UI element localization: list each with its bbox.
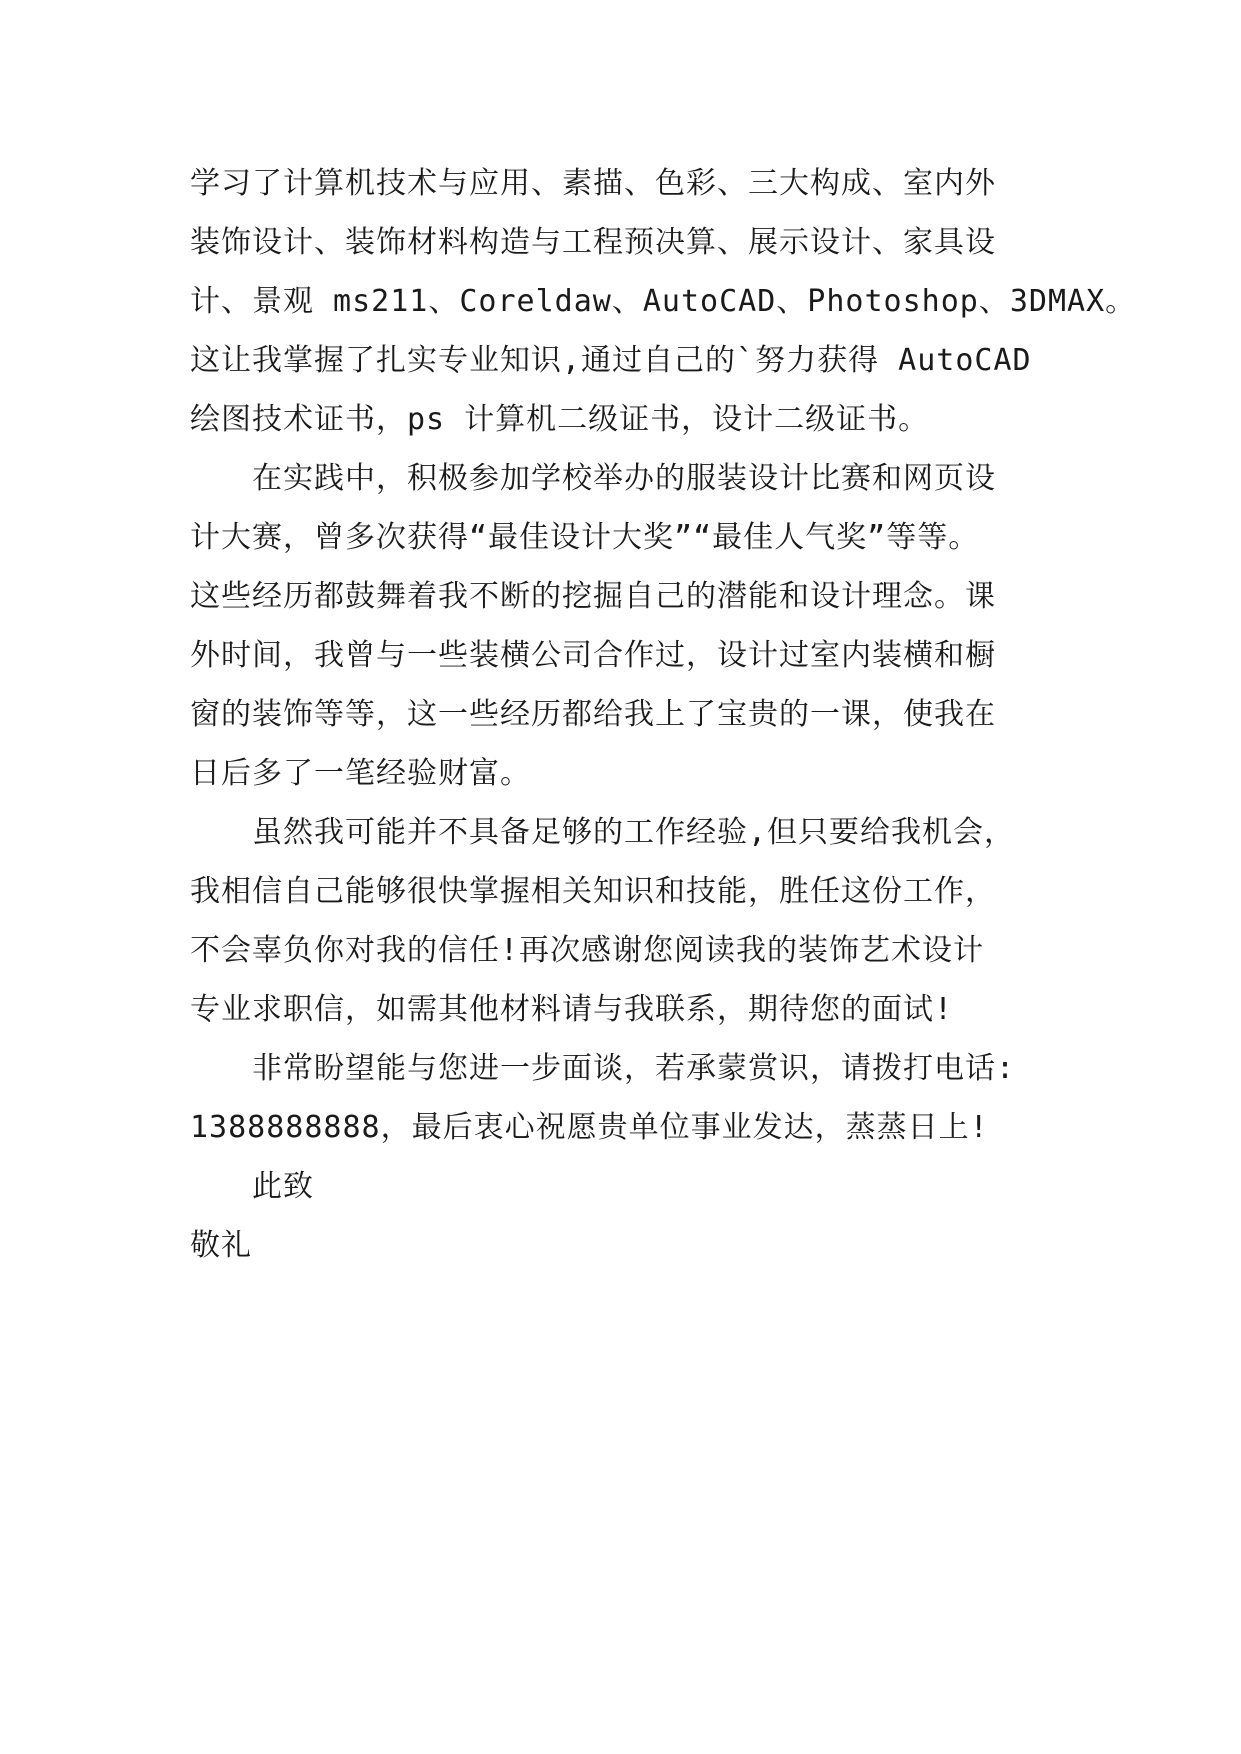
text-line: 虽然我可能并不具备足够的工作经验,但只要给我机会， — [252, 815, 1016, 850]
letter-body — [190, 154, 1137, 1275]
text-line: 我相信自己能够很快掌握相关知识和技能，胜任这份工作， — [190, 874, 996, 909]
text-line: 1388888888，最后衷心祝愿贵单位事业发达，蒸蒸日上! — [190, 1110, 989, 1145]
text-line: 非常盼望能与您进一步面谈，若承蒙赏识，请拨打电话: — [252, 1051, 1016, 1086]
text-line: 在实践中，积极参加学校举办的服装设计比赛和网页设 — [252, 461, 996, 496]
paragraph-commitment — [190, 803, 1050, 1039]
text-line: 这些经历都鼓舞着我不断的挖掘自己的潜能和设计理念。课 — [190, 579, 996, 614]
text-line: 这让我掌握了扎实专业知识,通过自己的`努力获得 AutoCAD — [190, 343, 1032, 378]
text-line: 日后多了一笔经验财富。 — [190, 756, 531, 791]
paragraph-education — [190, 154, 1137, 449]
salutation-text: 敬礼 — [190, 1228, 252, 1263]
text-line: 专业求职信，如需其他材料请与我联系，期待您的面试! — [190, 992, 954, 1027]
text-line: 计大赛，曾多次获得“最佳设计大奖”“最佳人气奖”等等。 — [190, 520, 980, 555]
paragraph-contact — [190, 1039, 1050, 1157]
closing-text: 此致 — [252, 1169, 314, 1204]
text-line: 计、景观 ms211、Coreldaw、AutoCAD、Photoshop、3DMAX。 — [190, 284, 1137, 319]
text-line: 不会辜负你对我的信任!再次感谢您阅读我的装饰艺术设计 — [190, 933, 985, 968]
text-line: 外时间，我曾与一些装横公司合作过，设计过室内装横和橱 — [190, 638, 996, 673]
paragraph-practice — [190, 449, 1050, 803]
text-line: 窗的装饰等等，这一些经历都给我上了宝贵的一课，使我在 — [190, 697, 996, 732]
text-line: 装饰设计、装饰材料构造与工程预决算、展示设计、家具设 — [190, 225, 996, 260]
text-line: 学习了计算机技术与应用、素描、色彩、三大构成、室内外 — [190, 166, 996, 201]
text-line: 绘图技术证书，ps 计算机二级证书，设计二级证书。 — [190, 402, 930, 437]
